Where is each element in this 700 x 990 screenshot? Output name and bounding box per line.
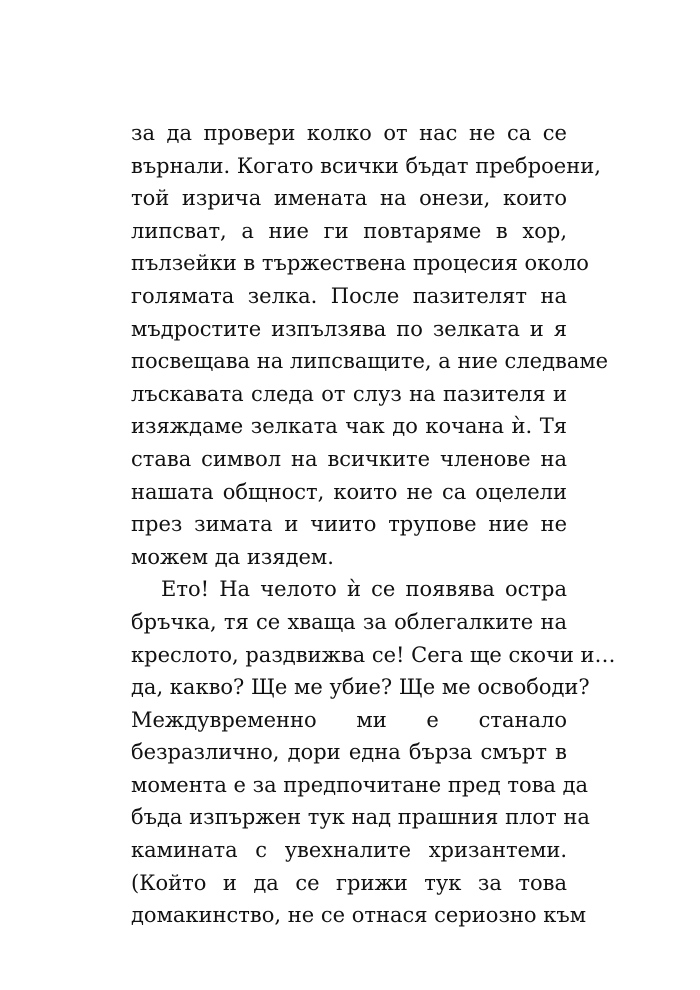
text-line: лъскавата следа от слуз на пазителя и bbox=[131, 381, 567, 406]
text-line: да, какво? Ще ме убие? Ще ме освободи? bbox=[131, 675, 590, 700]
text-line: за да провери колко от нас не са се bbox=[131, 121, 567, 145]
text-line: можем да изядем. bbox=[131, 544, 334, 569]
text-line: мъдростите изпълзява по зелката и я bbox=[131, 316, 567, 341]
text-line: голямата зелка. После пазителят на bbox=[131, 283, 567, 308]
text-line: става символ на всичките членове на bbox=[131, 446, 567, 471]
text-line: Междувременно ми е станало bbox=[131, 707, 567, 732]
text-line: пълзейки в тържествена процесия около bbox=[131, 251, 589, 276]
text-line: безразлично, дори една бърза смърт в bbox=[131, 740, 567, 765]
text-line: домакинство, не се отнася сериозно към bbox=[131, 903, 587, 928]
text-line: бръчка, тя се хваща за облегалките на bbox=[131, 609, 567, 634]
text-line: той изрича имената на онези, които bbox=[131, 186, 567, 211]
text-line: посвещава на липсващите, а ние следваме bbox=[131, 349, 609, 374]
text-line: Ето! На челото ѝ се появява остра bbox=[161, 577, 567, 602]
text-line: бъда изпържен тук над прашния плот на bbox=[131, 805, 590, 830]
text-line: креслото, раздвижва се! Сега ще скочи и… bbox=[131, 642, 616, 667]
body-text bbox=[131, 117, 616, 932]
text-line: липсват, а ние ги повтаряме в хор, bbox=[131, 218, 567, 243]
text-line: камината с увехналите хризантеми. bbox=[131, 838, 567, 863]
text-line: през зимата и чиито трупове ние не bbox=[131, 512, 567, 537]
text-line: изяждаме зелката чак до кочана ѝ. Тя bbox=[131, 414, 567, 439]
text-line: момента е за предпочитане пред това да bbox=[131, 772, 589, 797]
text-line: върнали. Когато всички бъдат преброени, bbox=[131, 153, 601, 178]
text-line: (Който и да се грижи тук за това bbox=[131, 870, 567, 895]
text-line: нашата общност, които не са оцелели bbox=[131, 479, 567, 504]
